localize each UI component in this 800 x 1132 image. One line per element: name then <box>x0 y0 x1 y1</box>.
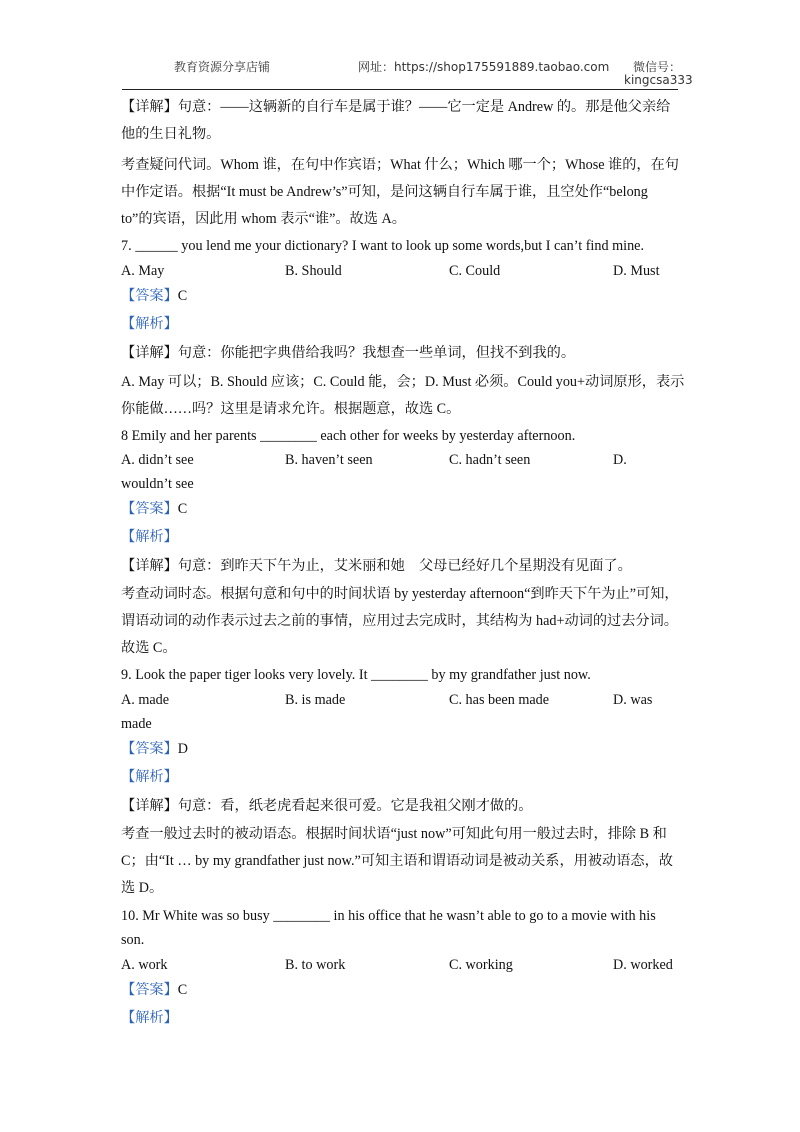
answer-line <box>121 284 187 308</box>
option-d: D. worked <box>613 957 673 973</box>
text-line: 中作定语。根据“It must be Andrew’s”可知，是问这辆自行车属于谁，且空处作“belong <box>121 184 648 200</box>
option-b: B. haven’t seen <box>285 452 373 468</box>
text-line: 谓语动词的动作表示过去之前的事情，应用过去完成时，其结构为 had+动词的过去分词。 <box>121 613 678 629</box>
analysis-tag <box>121 765 178 789</box>
option-b: B. to work <box>285 957 346 973</box>
answer-line <box>121 737 188 761</box>
text-line: 7. ______ you lend me your dictionary? I want to look up some words,but I can’t find mine. <box>121 238 645 254</box>
text-line: 故选 C。 <box>121 640 177 656</box>
wechat-id: kingcsa333 <box>624 73 693 87</box>
answer-options <box>121 688 777 712</box>
option-b: B. Should <box>285 263 342 279</box>
option-c: C. has been made <box>449 692 550 708</box>
text-line: to”的宾语，因此用 whom 表示“谁”。故选 A。 <box>121 211 406 227</box>
option-a: A. didn’t see <box>121 452 194 468</box>
option-a: A. work <box>121 957 168 973</box>
text-line: 10. Mr White was so busy ________ in his office that he wasn’t able to go to a movie with his <box>121 908 656 924</box>
text-line: 【详解】句意：看，纸老虎看起来很可爱。它是我祖父刚才做的。 <box>121 798 533 814</box>
option-a: A. made <box>121 692 170 708</box>
answer-label: 【答案】 <box>121 501 178 517</box>
analysis-label: 【解析】 <box>121 1010 178 1026</box>
text-line: 选 D。 <box>121 880 164 896</box>
answer-label: 【答案】 <box>121 982 178 998</box>
answer-options <box>121 259 777 283</box>
wechat-label: 微信号： <box>633 60 682 74</box>
answer-options <box>121 448 777 472</box>
text-line: 9. Look the paper tiger looks very lovely. It ________ by my grandfather just now. <box>121 667 591 683</box>
text-line: 8 Emily and her parents ________ each other for weeks by yesterday afternoon. <box>121 428 576 444</box>
header-divider <box>122 89 678 90</box>
answer-options <box>121 953 777 977</box>
shop-name: 教育资源分享店铺 <box>174 60 271 74</box>
analysis-label: 【解析】 <box>121 769 178 785</box>
page-header <box>0 0 800 92</box>
option-d: D. <box>613 452 627 468</box>
text-line: wouldn’t see <box>121 476 194 492</box>
answer-label: 【答案】 <box>121 741 178 757</box>
text-line: A. May 可以；B. Should 应该；C. Could 能，会；D. Must 必须。Could you+动词原形，表示 <box>121 374 685 390</box>
answer-value: D <box>177 741 189 757</box>
text-line: made <box>121 716 152 732</box>
analysis-tag <box>121 525 178 549</box>
shop-url: 网址：https://shop175591889.taobao.com <box>358 60 610 74</box>
text-line: 考查动词时态。根据句意和句中的时间状语 by yesterday afternoon“到昨天下午为止”可知， <box>121 586 679 602</box>
text-line: 【详解】句意：到昨天下午为止，艾米丽和她 父母已经好几个星期没有见面了。 <box>121 558 632 574</box>
text-line: 考查疑问代词。Whom 谁，在句中作宾语；What 什么；Which 哪一个；Whose 谁的，在句 <box>121 157 679 173</box>
analysis-tag <box>121 312 178 336</box>
answer-line <box>121 497 187 521</box>
answer-value: C <box>177 501 188 517</box>
option-d: D. Must <box>613 263 660 279</box>
answer-value: C <box>177 288 188 304</box>
analysis-tag <box>121 1006 178 1030</box>
option-c: C. hadn’t seen <box>449 452 531 468</box>
option-d: D. was <box>613 692 653 708</box>
option-c: C. Could <box>449 263 501 279</box>
option-a: A. May <box>121 263 165 279</box>
analysis-label: 【解析】 <box>121 316 178 332</box>
text-line: 【详解】句意：——这辆新的自行车是属于谁？——它一定是 Andrew 的。那是他父亲给 <box>121 99 671 115</box>
text-line: 考查一般过去时的被动语态。根据时间状语“just now”可知此句用一般过去时，排除 B 和 <box>121 826 667 842</box>
option-c: C. working <box>449 957 513 973</box>
option-b: B. is made <box>285 692 346 708</box>
analysis-label: 【解析】 <box>121 529 178 545</box>
text-line: C；由“It … by my grandfather just now.”可知主语和谓语动词是被动关系，用被动语态，故 <box>121 853 673 869</box>
answer-value: C <box>177 982 188 998</box>
answer-label: 【答案】 <box>121 288 178 304</box>
answer-line <box>121 978 187 1002</box>
text-line: 【详解】句意：你能把字典借给我吗？我想查一些单词，但找不到我的。 <box>121 345 576 361</box>
text-line: 你能做……吗？这里是请求允许。根据题意，故选 C。 <box>121 401 461 417</box>
text-line: son. <box>121 932 145 948</box>
text-line: 他的生日礼物。 <box>121 126 221 142</box>
